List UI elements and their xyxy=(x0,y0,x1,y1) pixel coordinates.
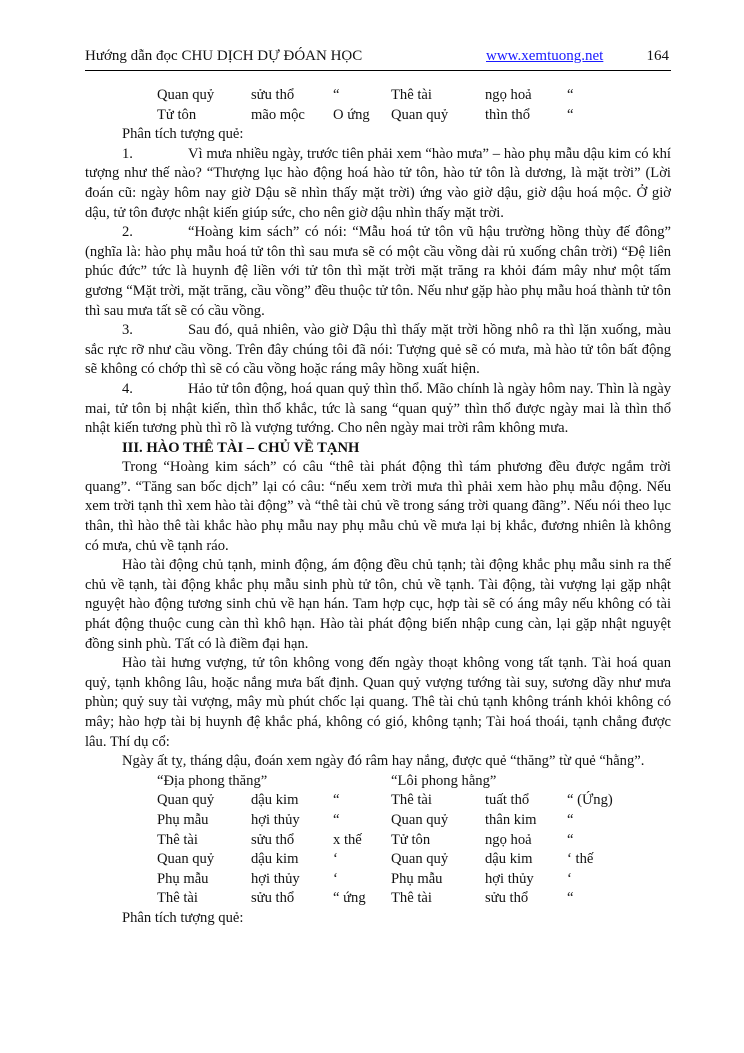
table-cell: “ xyxy=(567,811,574,828)
table-cell: Tử tôn xyxy=(157,106,197,123)
item-text: “Hoàng kim sách” có nói: “Mẫu hoá tử tôn vũ hậu trường hồng thùy đế đông” (nghĩa là: hào phụ mẫu hoá tử tôn thì sau mưa sẽ có một cầu vồng dài rủ xuống chân trời) “Đệ liên phúc đức” tức là huynh đệ liền với tử tôn thì mặt trời mặt trăng ra khỏi đám mây như một tấm gương “Mặt trời, mặt trăng, cầu vồng” đều thuộc tử tôn. Nếu như gặp hào phụ mẫu hoá thành tử tôn thì sau mưa tất sẽ có cầu vồng. xyxy=(85,224,671,319)
table-cell: Quan quỷ xyxy=(391,811,449,828)
table-cell: “ xyxy=(567,831,574,848)
numbered-item xyxy=(85,380,671,439)
table-cell: ‘ xyxy=(333,870,338,887)
table-cell: “ xyxy=(567,890,574,907)
item-text: Vì mưa nhiều ngày, trước tiên phải xem “hào mưa” – hào phụ mẫu dậu kim có khí tượng như thế nào? “Thượng lục hào động hoá hào tử tôn, hào tử tôn là dương, là mặt trời” (Lời đoán cũ: ngày hôm nay giờ Dậu sẽ nhìn thấy mặt trời) ứng vào giờ dậu, giờ dậu hoá mộc. Ở giờ dậu, tử tôn được nhật kiến giúp sức, cho nên giờ dậu nhìn thấy mặt trời. xyxy=(85,145,671,221)
paragraph: Trong “Hoàng kim sách” có câu “thê tài phát động thì tám phương đều được ngắm trời quang”. “Tăng san bốc dịch” lại có câu: “nếu xem trời mưa thì phải xem hào phụ mẫu động. Nếu xem trời tạnh thì xem hào tài động” và “thê tài chủ về trong sáng trời quang đãng”. Nếu nói theo lục thân, thì hào thê tài khắc hào phụ mẫu nay phụ mẫu chủ về mưa lại bị khắc, đương nhiên là không có mưa, chủ về tạnh ráo. xyxy=(85,459,671,554)
table-cell: “ ứng xyxy=(333,890,366,907)
table-cell: dậu kim xyxy=(251,851,299,868)
item-text: Sau đó, quả nhiên, vào giờ Dậu thì thấy mặt trời hồng nhô ra thì lặn xuống, màu sắc rực rỡ như cầu vồng. Trên đây chúng tôi đã nói: Tượng quẻ sẽ có mưa, mà hào tử tôn bất động sẽ không có chớp thì sẽ có cầu vồng hoặc ráng mây hồng xuất hiện. xyxy=(85,322,671,378)
section-heading: III. HÀO THÊ TÀI – CHỦ VỀ TẠNH xyxy=(122,439,360,456)
table-cell: ‘ xyxy=(333,851,338,868)
table-cell: Thê tài xyxy=(391,890,432,907)
table-row xyxy=(85,811,659,831)
table-cell: O ứng xyxy=(333,106,370,123)
item-text: Hảo tử tôn động, hoá quan quỷ thìn thổ. Mão chính là ngày hôm nay. Thìn là ngày mai, tử tôn bị nhật kiến, thìn thổ khắc, tức là sang “quan quỷ” thìn thổ được ngày mai là thìn thổ nhật kiến tương phù thì rõ là vượng tướng. Cho nên ngày mai trời râm không mưa. xyxy=(85,380,671,437)
analysis-label: Phân tích tượng quẻ: xyxy=(122,126,244,143)
table-cell: ‘ thế xyxy=(567,851,594,868)
table-cell: hợi thủy xyxy=(251,870,300,887)
table-cell: mão mộc xyxy=(251,106,305,123)
table-cell: Tử tôn xyxy=(391,831,431,848)
table-row xyxy=(85,831,659,851)
table-cell: hợi thủy xyxy=(485,870,534,887)
table-cell: Phụ mẫu xyxy=(391,870,443,887)
paragraph: Hào tài hưng vượng, tử tôn không vong đến ngày thoạt không vong tất tạnh. Tài hoá quan quỷ, tạnh không lâu, hoặc nắng mưa bất định. Quan quỷ vượng tướng tài suy, sương dầy như mưa phùn; quỷ suy tài vượng, mây mù phút chốc lại quang. Thê tài chủ tạnh không tránh khỏi không có mây; hào hợp tài bị huynh đệ khắc phá, không có gió, không tạnh; Tài hoá thoái, tạnh chẳng được lâu. Thí dụ cổ: xyxy=(85,655,671,750)
table-cell: “ xyxy=(333,811,340,828)
table-cell: dậu kim xyxy=(251,792,299,809)
table-cell: “ xyxy=(567,106,574,123)
table-cell: Quan quỷ xyxy=(157,87,215,103)
table-cell: sửu thổ xyxy=(251,831,295,848)
header-site-link[interactable]: www.xemtuong.net xyxy=(486,48,604,64)
table-cell: hợi thủy xyxy=(251,811,300,828)
table-cell: thìn thổ xyxy=(485,106,530,123)
table-row xyxy=(85,889,659,909)
table-cell: tuất thổ xyxy=(485,792,530,809)
table-row xyxy=(85,850,659,870)
item-number: 4. xyxy=(122,380,133,397)
numbered-item xyxy=(85,223,671,321)
item-number: 3. xyxy=(122,322,133,339)
page-number: 164 xyxy=(646,48,669,64)
table-cell: sửu thổ xyxy=(251,890,295,907)
table-cell: Quan quỷ xyxy=(157,851,215,868)
header-title: Hướng dẫn đọc CHU DỊCH DỰ ĐÓAN HỌC xyxy=(85,48,363,64)
paragraph: Ngày ất tỵ, tháng dậu, đoán xem ngày đó râm hay nắng, được quẻ “thăng” từ quẻ “hằng”. xyxy=(122,753,645,770)
table-cell: “ xyxy=(333,87,340,103)
top-hexagram-table xyxy=(85,86,659,125)
table-cell: ngọ hoả xyxy=(485,87,532,103)
paragraph: Hào tài động chủ tạnh, minh động, ám động đều chủ tạnh; tài động khắc phụ mẫu sinh ra thế chủ về tạnh, tài động khắc phụ mẫu sinh phù tử tôn, chủ về tạnh. Tài động, tài vượng lại gặp nhật nguyệt hào động tương sinh chủ về hạn hán. Tam hợp cục, hợp tài sẽ có áng mây nếu không có tài phát động thuộc cung càn thì khô hạn. Hào tài phát động biến nhập cung càn, lại gặp nhật nguyệt đồng sinh phù. Tất có là điềm đại hạn. xyxy=(85,557,671,652)
analysis-label: Phân tích tượng quẻ: xyxy=(122,909,244,926)
item-number: 1. xyxy=(122,145,133,162)
table-cell: Thê tài xyxy=(391,87,432,103)
hexagram-name-right: “Lôi phong hằng” xyxy=(391,772,497,789)
table-row xyxy=(85,791,659,811)
table-row xyxy=(85,870,659,890)
table-cell: dậu kim xyxy=(485,851,533,868)
hexagram-names xyxy=(85,772,671,792)
page-content xyxy=(85,86,671,929)
table-cell: Quan quỷ xyxy=(391,106,449,123)
hexagram-name-left: “Địa phong thăng” xyxy=(157,772,268,789)
table-cell: sửu thổ xyxy=(251,87,295,103)
table-cell: Quan quỷ xyxy=(391,851,449,868)
numbered-item xyxy=(85,145,671,223)
table-cell: Thê tài xyxy=(391,792,432,809)
numbered-item xyxy=(85,321,671,380)
table-cell: thân kim xyxy=(485,811,537,828)
item-number: 2. xyxy=(122,224,133,241)
table-cell: Thê tài xyxy=(157,890,198,907)
table-cell: Thê tài xyxy=(157,831,198,848)
page-header xyxy=(85,44,671,71)
table-cell: “ xyxy=(333,792,340,809)
table-cell: Phụ mẫu xyxy=(157,811,209,828)
table-cell: ngọ hoả xyxy=(485,831,532,848)
table-cell: ‘ xyxy=(567,870,572,887)
table-row xyxy=(85,106,659,126)
table-cell: x thế xyxy=(333,831,362,848)
table-cell: sửu thổ xyxy=(485,890,529,907)
table-cell: “ xyxy=(567,87,574,103)
table-row xyxy=(85,86,659,106)
table-cell: Quan quỷ xyxy=(157,792,215,809)
table-cell: Phụ mẫu xyxy=(157,870,209,887)
table-cell: “ (Ứng) xyxy=(567,792,613,809)
bottom-hexagram-table xyxy=(85,791,659,909)
